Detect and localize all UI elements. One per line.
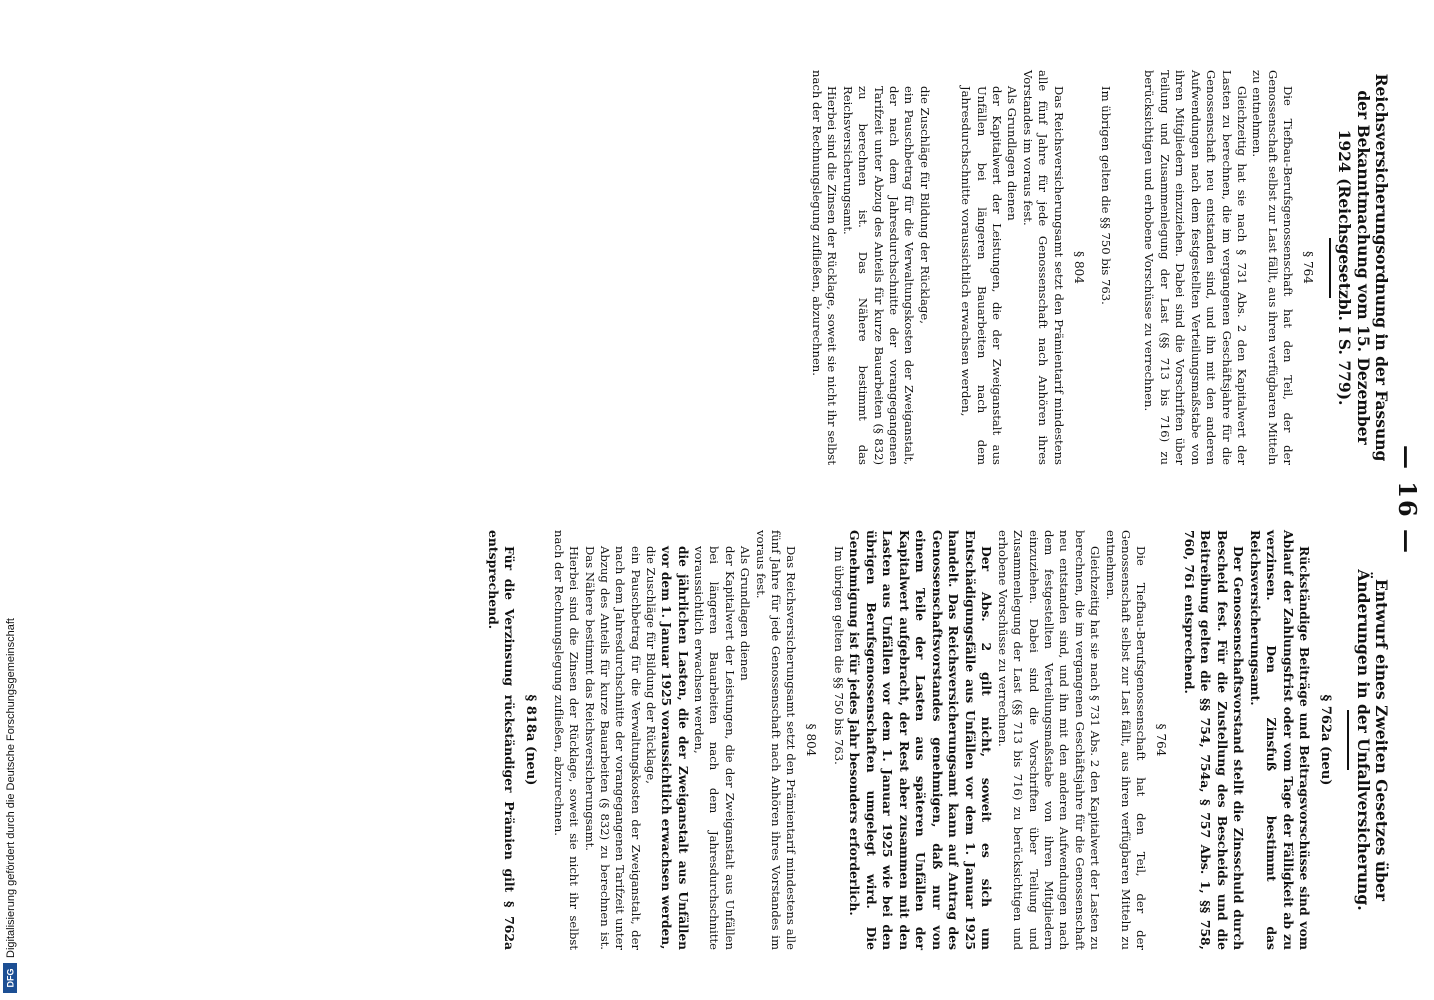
section-804-paragraph: die Zuschläge für Bildung der Rücklage, xyxy=(644,546,659,784)
dfg-logo xyxy=(3,963,17,993)
section-764-paragraph: Im übrigen gelten die §§ 750 bis 763. xyxy=(1099,86,1114,305)
section-804-paragraph: Als Grundlagen dienen xyxy=(738,546,753,681)
section-764-paragraph: Gleichzeitig hat sie nach § 731 Abs. 2 den Kapitalwert der Lasten zu berechnen, die im vergangenen Geschäftsjahre für die Genossenschaft neu entstanden sind, und ihn mit den anderen Aufwendungen nach dem festgestellten Verteilungsmaßstabe von ihren Mitgliedern einzuziehen. Dabei sind die Vorschriften über Teilung und Zusammenlegung der Last (§§ 713 bis 716) zu berücksichtigen und erhobene Vorschüsse zu verrechnen. xyxy=(1142,70,1249,465)
section-762a-paragraph: Rückständige Beiträge und Beitragsvorschüsse sind vom Ablauf der Zahlungsfrist oder vom Tage der Fälligkeit ab zu verzinsen. Den Zinsfuß bestimmt das Reichsversicherungsamt. xyxy=(1247,530,1313,950)
section-764-paragraph: Gleichzeitig hat sie nach § 731 Abs. 2 den Kapitalwert der Lasten zu berechnen, die im vergangenen Geschäftsjahre für die Genossenschaft neu entstanden sind, und ihn mit den anderen Aufwendungen nach dem festgestellten Verteilungsmaßstabe von ihren Mitgliedern einzuziehen. Dabei sind die Vorschriften über Teilung und Zusammenlegung der Last (§§ 713 bis 716) zu berücksichtigen und erhobene Vorschüsse zu verrechnen. xyxy=(995,530,1103,950)
section-762a-title: § 762a (neu) xyxy=(1318,694,1334,786)
heading-divider xyxy=(1347,710,1349,770)
draft-law-column xyxy=(484,530,1390,950)
digitization-note: Digitalisierung gefördert durch die Deutsche Forschungsgemeinschaft xyxy=(5,618,17,958)
draft-law-heading: Entwurf eines Zweiten Gesetzes über Änderungen in der Unfallversicherung. xyxy=(1353,569,1391,911)
section-804-paragraph: Das Reichsversicherungsamt setzt den Prämientarif mindestens alle fünf Jahre für jede Genossenschaft nach Anhören ihres Vorstandes im voraus fest. xyxy=(1020,70,1066,465)
section-762a-paragraph: Der Genossenschaftsvorstand stellt die Zinsschuld durch Bescheid fest. Für die Zustellung des Bescheids und die Beitreibung gelten die §§ 754, 754a, § 757 Abs. 1, §§ 758, 760, 761 entsprechend. xyxy=(1181,530,1247,950)
section-764-paragraph: Im übrigen gelten die §§ 750 bis 763. xyxy=(831,546,846,765)
section-804-title: § 804 xyxy=(804,723,819,757)
section-804-item: der Kapitalwert der Leistungen, die der Zweiganstalt aus Unfällen bei längeren Bauarbeiten nach dem Jahresdurchschnitte voraussichtlich erwachsen werden, xyxy=(959,86,1005,465)
current-law-heading: Reichsversicherungsordnung in der Fassung der Bekanntmachung vom 15. Dezember 1924 (Reichsgesetzbl. I S. 779). xyxy=(1335,73,1391,462)
section-804-item: ein Pauschbetrag für die Verwaltungskosten der Zweiganstalt, der nach dem Jahresdurchschnitte der vorangegangenen Tarifzeit unter Abzug des Anteils für kurze Bauarbeiten (§ 832) zu berechnen ist. Das Nähere bestimmt das Reichsversicherungsamt. xyxy=(840,86,917,465)
section-764-paragraph: Die Tiefbau-Berufsgenossenschaft hat den Teil, der der Genossenschaft selbst zur Last fällt, aus ihren verfügbaren Mitteln zu entnehmen. xyxy=(1250,70,1296,465)
section-818a-title: § 818a (neu) xyxy=(523,694,539,786)
section-804-item: die jährlichen Lasten, die der Zweiganstalt aus Unfällen vor dem 1. Januar 1925 voraussichtlich erwachsen werden, xyxy=(659,546,690,950)
page-number: — 16 — xyxy=(1393,444,1422,556)
section-764-title: § 764 xyxy=(1154,723,1169,757)
heading-divider xyxy=(1329,238,1331,298)
dfg-logo-text: DFG xyxy=(5,968,15,988)
section-804-paragraph: Hierbei sind die Zinsen der Rücklage, soweit sie nicht ihr selbst nach der Rechnungslegung zufließen, abzurechnen. xyxy=(551,530,582,950)
section-804-item: ein Pauschbetrag für die Verwaltungskosten der Zweiganstalt, der nach dem Jahresdurchschnitte der vorangegangenen Tarifzeit unter Abzug des Anteils für kurze Bauarbeiten (§ 832) zu berechnen ist. Das Nähere bestimmt das Reichsversicherungsamt. xyxy=(582,546,643,950)
section-804-paragraph: Als Grundlagen dienen xyxy=(1005,86,1020,221)
section-804-paragraph: Hierbei sind die Zinsen der Rücklage, soweit sie nicht ihr selbst nach der Rechnungslegung zufließen, abzurechnen. xyxy=(810,70,840,465)
section-804-item: der Kapitalwert der Leistungen, die der Zweiganstalt aus Unfällen bei längeren Bauarbeiten nach dem Jahresdurchschnitte voraussichtlich erwachsen werden, xyxy=(692,546,737,950)
section-804-paragraph: die Zuschläge für Bildung der Rücklage, xyxy=(917,86,932,324)
section-804-title: § 804 xyxy=(1071,251,1086,284)
section-764-paragraph: Die Tiefbau-Berufsgenossenschaft hat den Teil, der der Genossenschaft selbst zur Last fällt, aus ihren verfügbaren Mitteln zu entnehmen. xyxy=(1103,530,1149,950)
section-818a-paragraph: Für die Verzinsung rückständiger Prämien gilt § 762a entsprechend. xyxy=(485,530,518,950)
section-804-paragraph: Das Reichsversicherungsamt setzt den Prämientarif mindestens alle fünf Jahre für jede Genossenschaft nach Anhören ihres Vorstandes im voraus fest. xyxy=(753,530,799,950)
digitization-sidebar xyxy=(1,0,19,1000)
section-764-paragraph: Der Abs. 2 gilt nicht, soweit es sich um Entschädigungsfälle aus Unfällen vor dem 1. Januar 1925 handelt. Das Reichsversicherungsamt kann auf Antrag des Genossenschaftsvorstandes genehmigen, daß nur von einem Teile der Lasten aus späteren Unfällen der Kapitalwert aufgebracht, der Rest aber zusammen mit den Lasten aus Unfällen vor dem 1. Januar 1925 wie bei den übrigen Berufsgenossenschaften umgelegt wird. Die Genehmigung ist für jedes Jahr besonders erforderlich. xyxy=(847,530,995,950)
current-law-column xyxy=(809,70,1390,465)
section-764-title: § 764 xyxy=(1301,251,1316,284)
